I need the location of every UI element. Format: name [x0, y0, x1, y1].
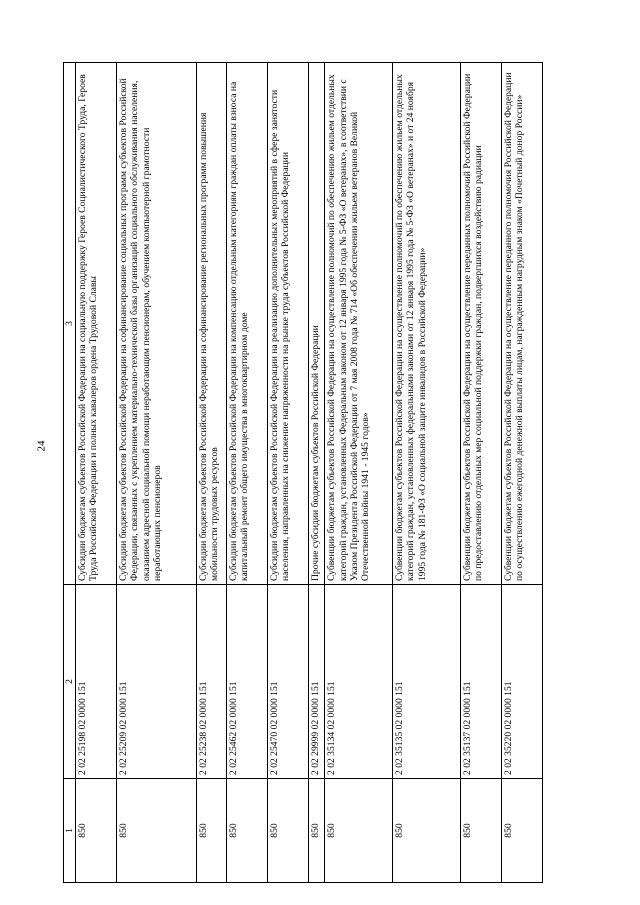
admin-code-cell: 850 [196, 779, 226, 883]
budget-code-cell: 2 02 25209 02 0000 151 [117, 585, 197, 779]
admin-code-cell: 850 [227, 779, 268, 883]
description-cell: Субсидии бюджетам субъектов Российской Федерации на компенсацию отдельным категориям граждан оплаты взноса на капитальный ремонт общего имущества в многоквартирном доме [227, 63, 268, 585]
description-cell: Субвенции бюджетам субъектов Российской Федерации на осуществление полномочий по обеспечению жильем отдельных категорий граждан, установленных федеральными законами от 12 января 1995 года № 5-ФЗ «О ветеранах» и от 24 ноября 1995 года № 181-ФЗ «О социальной защите инвалидов в Российской Федерации» [393, 63, 461, 585]
admin-code-cell: 850 [308, 779, 325, 883]
description-cell: Субсидии бюджетам субъектов Российской Федерации на софинансирование региональных программ повышения мобильности трудовых ресурсов [196, 63, 226, 585]
table-row [502, 63, 543, 883]
admin-code-cell: 850 [461, 779, 502, 883]
budget-code-cell: 2 02 35220 02 0000 151 [502, 585, 543, 779]
header-col-1: 1 [64, 779, 76, 883]
admin-code-cell: 850 [76, 779, 117, 883]
description-cell: Субвенции бюджетам субъектов Российской Федерации на осуществление переданных полномочий Российской Федерации по предоставлению отдельных мер социальной поддержки граждан, подвергшихся воздействию радиации [461, 63, 502, 585]
header-col-3: 3 [64, 63, 76, 585]
budget-code-cell: 2 02 35135 02 0000 151 [393, 585, 461, 779]
table-row [267, 63, 308, 883]
rotated-page [63, 63, 543, 883]
budget-code-cell: 2 02 35134 02 0000 151 [325, 585, 393, 779]
budget-code-cell: 2 02 25238 02 0000 151 [196, 585, 226, 779]
table-row [76, 63, 117, 883]
budget-code-cell: 2 02 25462 02 0000 151 [227, 585, 268, 779]
table-row [461, 63, 502, 883]
table-wrapper [63, 63, 543, 883]
admin-code-cell: 850 [502, 779, 543, 883]
table-row [325, 63, 393, 883]
table-header-row [64, 63, 76, 883]
budget-codes-table [63, 62, 543, 883]
description-cell: Субсидии бюджетам субъектов Российской Федерации на софинансирование социальных программ субъектов Российской Федерации, связанных с укреплением материально-технической базы организаций социального обслуживания населения, оказанием адресной социальной помощи неработающим пенсионерам, обучением компьютерной грамотности неработающих пенсионеров [117, 63, 197, 585]
description-cell: Субвенции бюджетам субъектов Российской Федерации на осуществление полномочий по обеспечению жильем отдельных категорий граждан, установленных Федеральным законом от 12 января 1995 года № 5-ФЗ «О ветеранах», в соответствии с Указом Президента Российской Федерации от 7 мая 2008 года № 714 «Об обеспечении жильем ветеранов Великой Отечественной войны 1941 - 1945 годов» [325, 63, 393, 585]
header-col-2: 2 [64, 585, 76, 779]
table-row [393, 63, 461, 883]
table-row [196, 63, 226, 883]
admin-code-cell: 850 [267, 779, 308, 883]
table-row [227, 63, 268, 883]
page-number: 24 [35, 440, 48, 452]
admin-code-cell: 850 [325, 779, 393, 883]
budget-code-cell: 2 02 25198 02 0000 151 [76, 585, 117, 779]
description-cell: Прочие субсидии бюджетам субъектов Российской Федерации [308, 63, 325, 585]
description-cell: Субсидии бюджетам субъектов Российской Федерации на реализацию дополнительных мероприятий в сфере занятости населения, направленных на снижение напряженности на рынке труда субъектов Российской Федерации [267, 63, 308, 585]
description-cell: Субвенции бюджетам субъектов Российской Федерации на осуществление переданного полномочия Российской Федерации по осуществлению ежегодной денежной выплаты лицам, награжденным нагрудным знаком «Почетный донор России» [502, 63, 543, 585]
admin-code-cell: 850 [117, 779, 197, 883]
budget-code-cell: 2 02 25470 02 0000 151 [267, 585, 308, 779]
budget-code-cell: 2 02 29999 02 0000 151 [308, 585, 325, 779]
admin-code-cell: 850 [393, 779, 461, 883]
table-row [308, 63, 325, 883]
table-row [117, 63, 197, 883]
description-cell: Субсидии бюджетам субъектов Российской Федерации на социальную поддержку Героев Социалистического Труда, Героев Труда Российской Федерации и полных кавалеров ордена Трудовой Славы [76, 63, 117, 585]
budget-code-cell: 2 02 35137 02 0000 151 [461, 585, 502, 779]
